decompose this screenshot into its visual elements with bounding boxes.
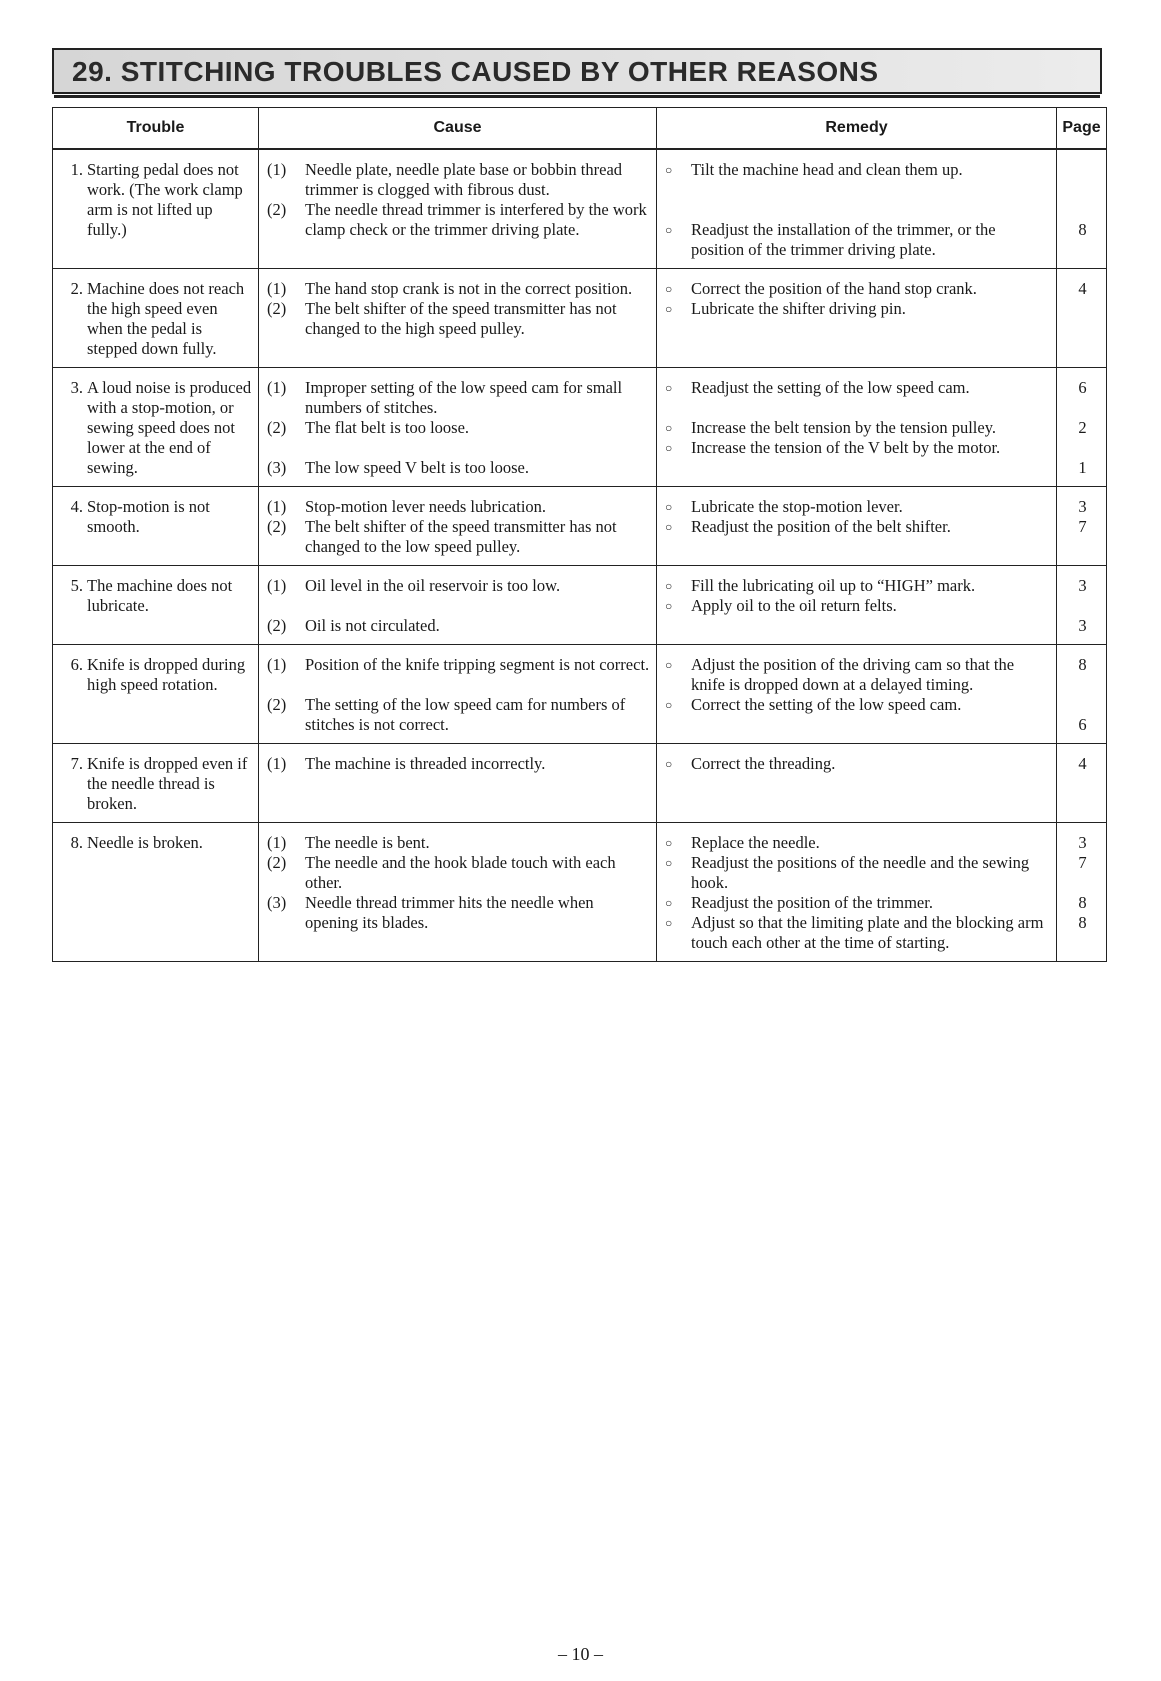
remedy-text: Lubricate the stop-motion lever. [691,497,903,516]
remedy-text: Adjust so that the limiting plate and the blocking arm touch each other at the time of starting. [691,913,1044,952]
section-title-bar [52,48,1102,94]
remedy-item [665,853,1050,893]
page-ref: 6 [1078,378,1087,397]
remedy-cell [657,149,1057,269]
page-cell [1057,744,1107,823]
cause-item [267,160,650,200]
header-page: Page [1057,108,1107,150]
page-cell [1057,269,1107,368]
page-ref [1065,398,1100,418]
page-ref: 3 [1078,616,1087,635]
trouble-number: 2. [70,279,83,298]
cause-text: Needle plate, needle plate base or bobbin thread trimmer is clogged with fibrous dust. [305,160,623,199]
bullet-icon: ○ [665,757,673,771]
bullet-icon: ○ [665,302,673,316]
cause-number: (2) [267,299,287,318]
page-ref: 7 [1078,517,1087,536]
table-row [53,744,1107,823]
remedy-text: Increase the tension of the V belt by the motor. [691,438,1001,457]
remedy-cell [657,823,1057,962]
remedy-item [665,893,1050,913]
remedy-text: Readjust the position of the belt shifter. [691,517,951,536]
cause-text: The setting of the low speed cam for numbers of stitches is not correct. [305,695,626,734]
cause-text: The hand stop crank is not in the correct position. [305,279,633,298]
cause-item [267,695,650,735]
table-row [53,269,1107,368]
page-ref: 8 [1078,220,1087,239]
remedy-item [665,596,1050,616]
header-cause: Cause [259,108,657,150]
remedy-text: Tilt the machine head and clean them up. [691,160,963,179]
remedy-item [665,497,1050,517]
cause-number: (1) [267,833,287,852]
cause-cell [259,149,657,269]
trouble-cell [53,269,259,368]
remedy-item [665,754,1050,774]
page-cell [1057,368,1107,487]
table-row [53,368,1107,487]
remedy-text: Correct the threading. [691,754,836,773]
remedy-item [665,833,1050,853]
cause-number: (1) [267,754,287,773]
cause-item [267,517,650,557]
cause-text: Position of the knife tripping segment is not correct. [305,655,650,674]
cause-text: The low speed V belt is too loose. [305,458,529,477]
remedy-item [665,517,1050,537]
cause-item [267,299,650,339]
cause-number: (1) [267,497,287,516]
page-ref: 4 [1078,279,1087,298]
cause-item [267,378,650,418]
page-ref [1065,695,1100,715]
bullet-icon: ○ [665,658,673,672]
trouble-text: The machine does not lubricate. [87,576,233,615]
remedy-cell [657,744,1057,823]
cause-number: (1) [267,576,287,595]
trouble-cell [53,645,259,744]
cause-number: (2) [267,853,287,872]
page-ref: 6 [1078,715,1087,734]
remedy-text: Correct the setting of the low speed cam. [691,695,962,714]
bullet-icon: ○ [665,381,673,395]
bullet-icon: ○ [665,579,673,593]
cause-item [267,279,650,299]
page-cell [1057,149,1107,269]
page-ref [1065,675,1100,695]
cause-item [267,893,650,933]
troubleshooting-table [52,107,1107,962]
cause-cell [259,823,657,962]
trouble-number: 3. [70,378,83,397]
remedy-text: Lubricate the shifter driving pin. [691,299,906,318]
cause-number: (1) [267,160,287,179]
trouble-text: A loud noise is produced with a stop-motion, or sewing speed does not lower at the end of sewing. [87,378,252,477]
cause-number: (2) [267,517,287,536]
trouble-cell [53,566,259,645]
page-ref: 2 [1078,418,1087,437]
bullet-icon: ○ [665,223,673,237]
cause-text: Improper setting of the low speed cam for small numbers of stitches. [305,378,623,417]
trouble-text: Needle is broken. [87,833,203,852]
cause-text: The needle and the hook blade touch with each other. [305,853,616,892]
page-ref [1065,180,1100,200]
remedy-item [665,299,1050,319]
bullet-icon: ○ [665,282,673,296]
remedy-text: Correct the position of the hand stop crank. [691,279,977,298]
trouble-number: 5. [70,576,83,595]
cause-cell [259,269,657,368]
remedy-item [665,913,1050,953]
trouble-cell [53,368,259,487]
cause-cell [259,368,657,487]
remedy-text: Readjust the position of the trimmer. [691,893,933,912]
page-ref [1065,873,1100,893]
page-ref [1065,438,1100,458]
remedy-text: Adjust the position of the driving cam so that the knife is dropped down at a delayed timing. [691,655,1015,694]
remedy-text: Increase the belt tension by the tension pulley. [691,418,997,437]
section-title: 29. STITCHING TROUBLES CAUSED BY OTHER REASONS [72,56,879,87]
cause-item [267,616,650,636]
cause-text: The belt shifter of the speed transmitter has not changed to the low speed pulley. [305,517,617,556]
cause-number: (3) [267,893,287,912]
trouble-number: 7. [70,754,83,773]
cause-item [267,754,650,774]
remedy-item [665,438,1050,458]
trouble-text: Machine does not reach the high speed even when the pedal is stepped down fully. [87,279,245,358]
remedy-item [665,418,1050,438]
trouble-number: 1. [70,160,83,179]
cause-text: The needle is bent. [305,833,430,852]
bullet-icon: ○ [665,916,673,930]
cause-item [267,655,650,675]
page-ref: 8 [1078,913,1087,932]
remedy-cell [657,645,1057,744]
bullet-icon: ○ [665,856,673,870]
page-ref [1065,596,1100,616]
cause-text: The flat belt is too loose. [305,418,470,437]
cause-number: (2) [267,418,287,437]
bullet-icon: ○ [665,421,673,435]
remedy-cell [657,368,1057,487]
cause-number: (1) [267,279,287,298]
page-ref: 3 [1078,576,1087,595]
page-cell [1057,566,1107,645]
remedy-item [665,655,1050,695]
cause-item [267,833,650,853]
page-ref: 7 [1078,853,1087,872]
cause-cell [259,566,657,645]
table-row [53,823,1107,962]
remedy-item [665,378,1050,398]
page-cell [1057,823,1107,962]
page-cell [1057,645,1107,744]
remedy-item [665,160,1050,180]
cause-number: (1) [267,655,287,674]
cause-item [267,497,650,517]
page-ref: 3 [1078,833,1087,852]
trouble-text: Knife is dropped during high speed rotation. [87,655,246,694]
cause-cell [259,487,657,566]
remedy-cell [657,487,1057,566]
bullet-icon: ○ [665,698,673,712]
cause-number: (3) [267,458,287,477]
trouble-text: Starting pedal does not work. (The work clamp arm is not lifted up fully.) [87,160,243,239]
cause-text: The needle thread trimmer is interfered by the work clamp check or the trimmer driving plate. [305,200,647,239]
cause-item [267,458,650,478]
remedy-item [665,220,1050,260]
cause-number: (1) [267,378,287,397]
trouble-cell [53,149,259,269]
cause-item [267,576,650,596]
bullet-icon: ○ [665,520,673,534]
remedy-text: Readjust the setting of the low speed cam. [691,378,970,397]
cause-text: Oil level in the oil reservoir is too low. [305,576,561,595]
trouble-cell [53,487,259,566]
remedy-text: Fill the lubricating oil up to “HIGH” mark. [691,576,976,595]
cause-number: (2) [267,200,287,219]
page-number: – 10 – [558,1644,603,1664]
cause-text: Oil is not circulated. [305,616,440,635]
remedy-item [665,279,1050,299]
remedy-cell [657,566,1057,645]
remedy-item [665,695,1050,715]
page-ref: 3 [1078,497,1087,516]
table-row [53,645,1107,744]
cause-number: (2) [267,695,287,714]
cause-item [267,200,650,240]
bullet-icon: ○ [665,500,673,514]
bullet-icon: ○ [665,599,673,613]
trouble-text: Knife is dropped even if the needle thread is broken. [87,754,248,813]
trouble-cell [53,823,259,962]
page-ref: 4 [1078,754,1087,773]
page-ref [1065,160,1100,180]
table-row [53,566,1107,645]
cause-cell [259,744,657,823]
page-ref [1065,200,1100,220]
cause-item [267,853,650,893]
remedy-text: Readjust the installation of the trimmer, or the position of the trimmer driving plate. [691,220,996,259]
table-row [53,487,1107,566]
page-ref: 8 [1078,893,1087,912]
cause-item [267,418,650,438]
trouble-number: 6. [70,655,83,674]
cause-number: (2) [267,616,287,635]
cause-text: Stop-motion lever needs lubrication. [305,497,547,516]
page-ref: 8 [1078,655,1087,674]
cause-cell [259,645,657,744]
header-trouble: Trouble [53,108,259,150]
trouble-number: 8. [70,833,83,852]
trouble-cell [53,744,259,823]
bullet-icon: ○ [665,896,673,910]
remedy-cell [657,269,1057,368]
bullet-icon: ○ [665,441,673,455]
bullet-icon: ○ [665,163,673,177]
remedy-text: Readjust the positions of the needle and the sewing hook. [691,853,1030,892]
remedy-text: Replace the needle. [691,833,820,852]
cause-text: The machine is threaded incorrectly. [305,754,546,773]
table-header-row [53,108,1107,150]
trouble-text: Stop-motion is not smooth. [87,497,210,536]
page-ref: 1 [1078,458,1087,477]
bullet-icon: ○ [665,836,673,850]
remedy-text: Apply oil to the oil return felts. [691,596,897,615]
remedy-item [665,576,1050,596]
page-cell [1057,487,1107,566]
table-row [53,149,1107,269]
cause-text: The belt shifter of the speed transmitter has not changed to the high speed pulley. [305,299,617,338]
trouble-number: 4. [70,497,83,516]
header-remedy: Remedy [657,108,1057,150]
cause-text: Needle thread trimmer hits the needle when opening its blades. [305,893,594,932]
